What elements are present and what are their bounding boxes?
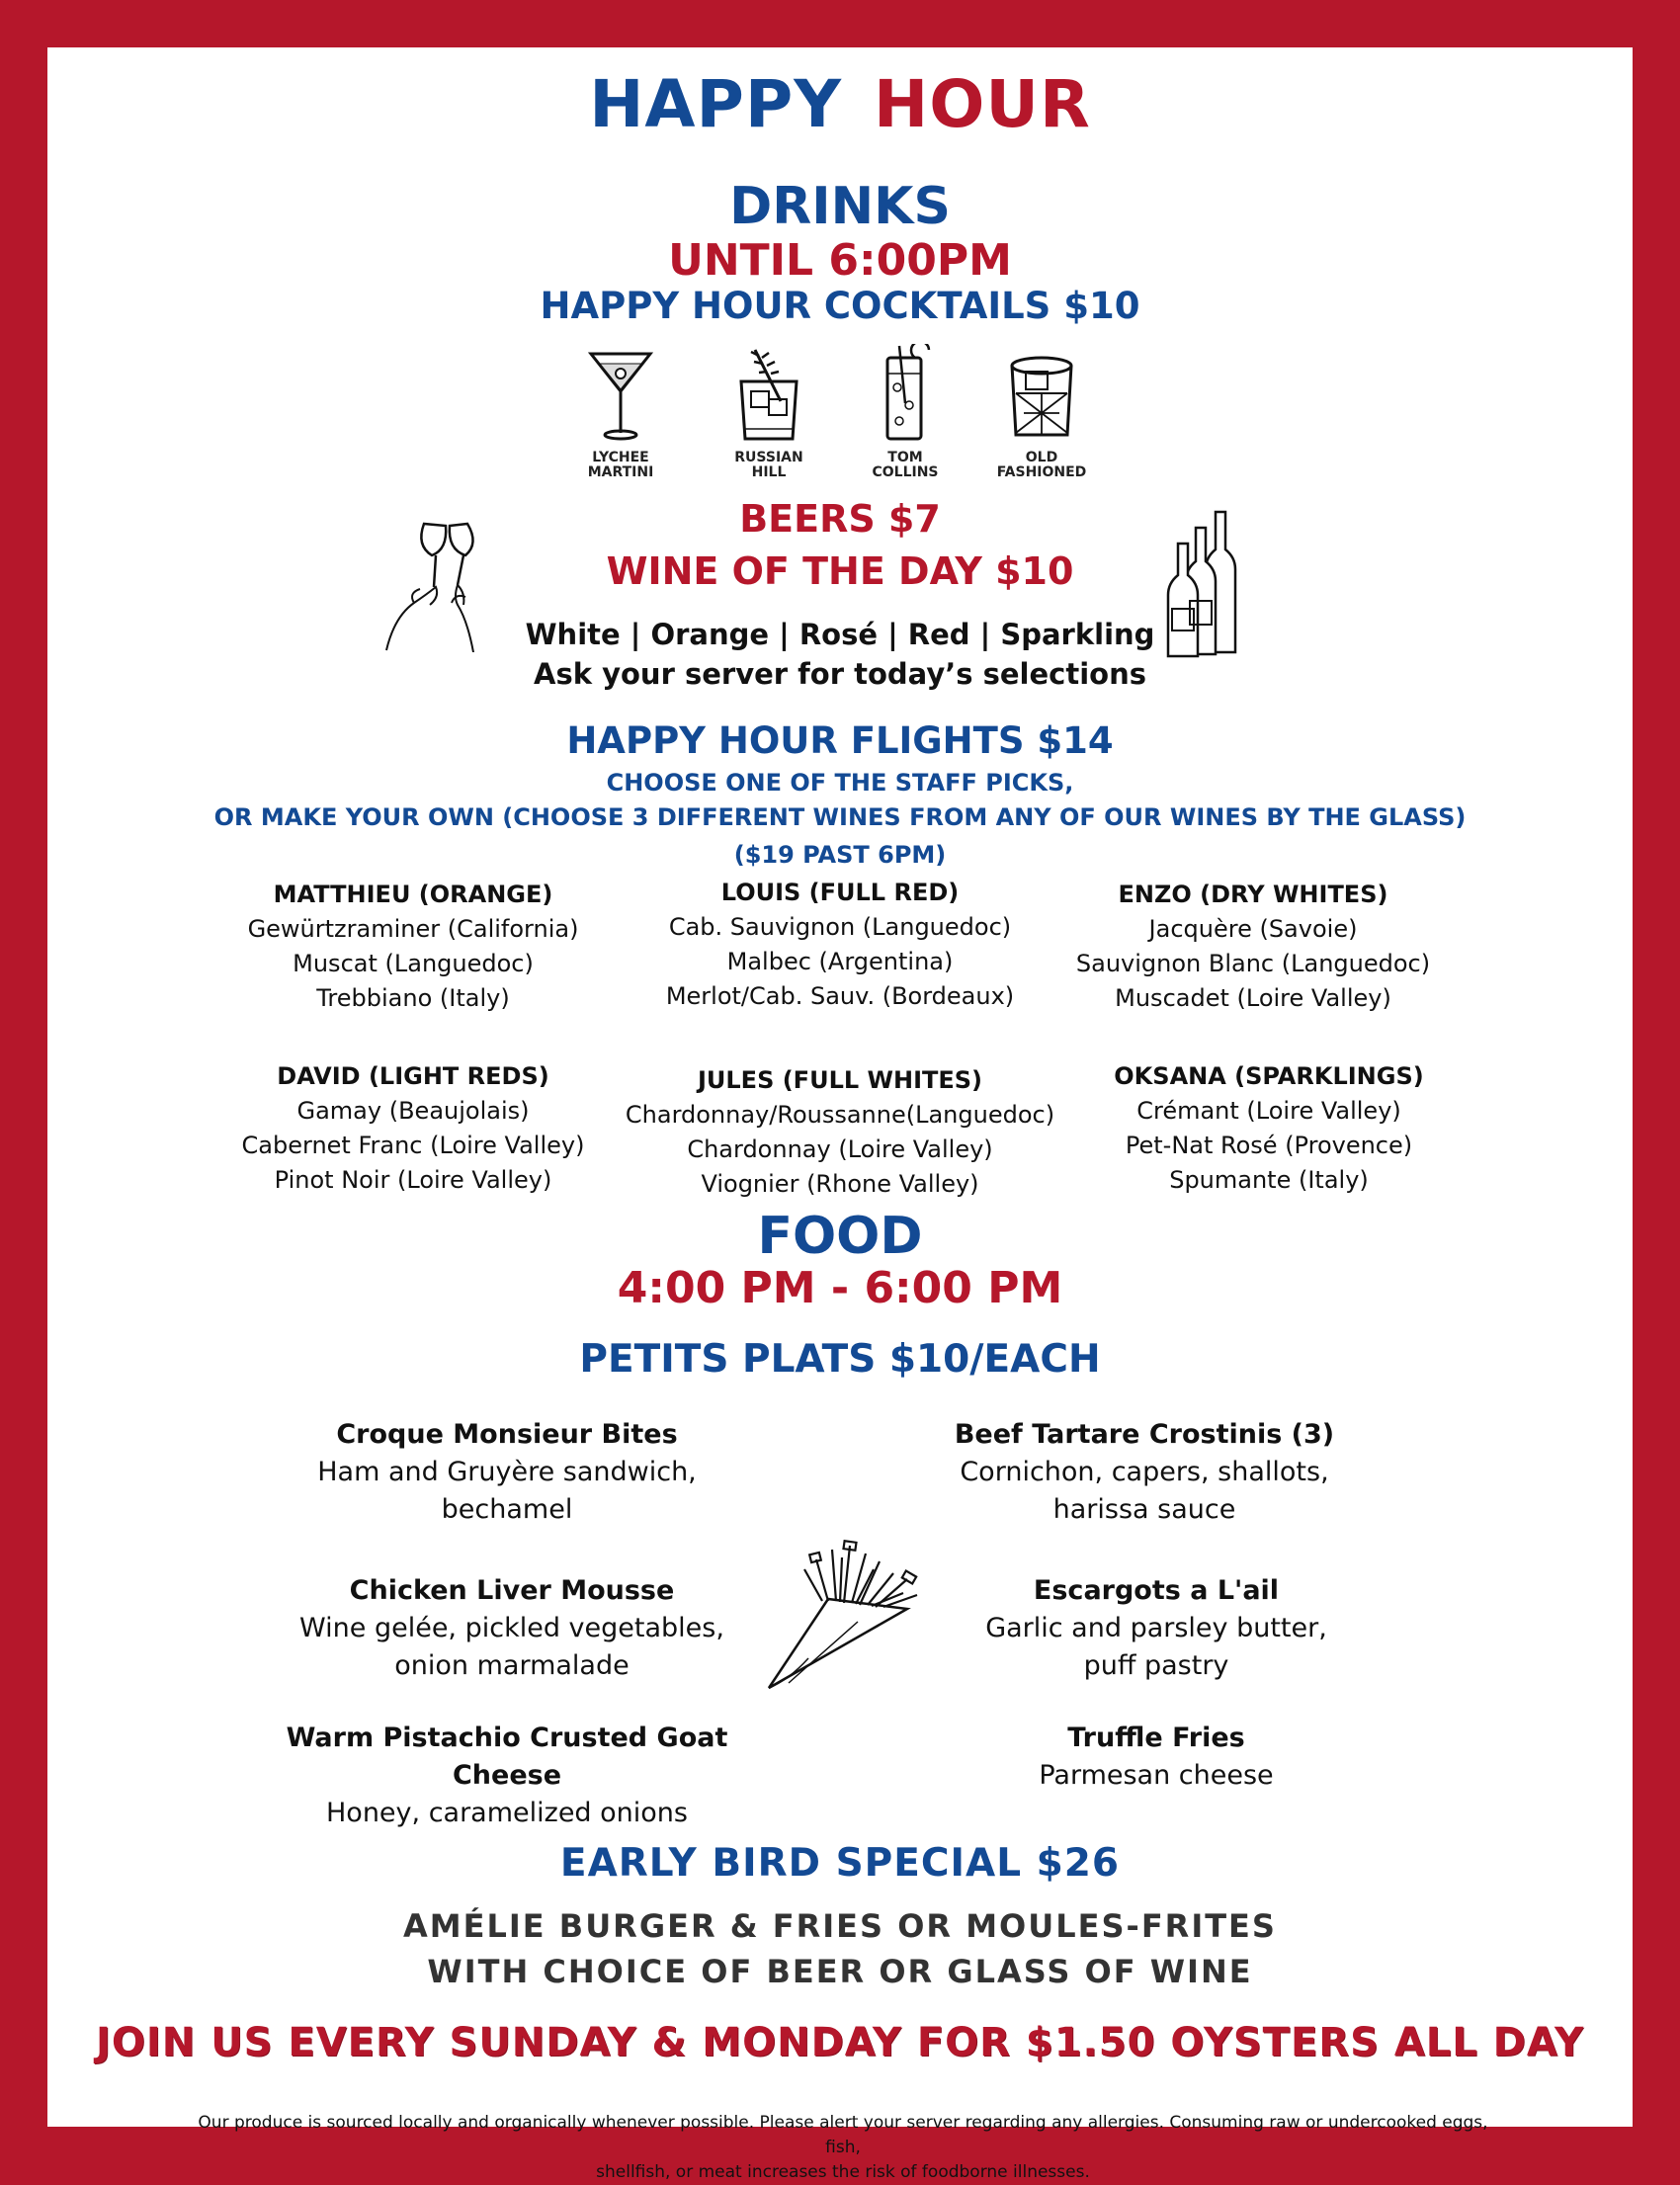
- happy-hour-title: [47, 65, 1633, 143]
- rocks-glass-rosemary-icon: [729, 344, 808, 443]
- pick-david: DAVID (LIGHT REDS) Gamay (Beaujolais) Cabernet Franc (Loire Valley) Pinot Noir (Loire Valley): [241, 1062, 585, 1194]
- cocktails-heading: HAPPY HOUR COCKTAILS $10: [540, 285, 1140, 327]
- flights-line3: ($19 PAST 6PM): [733, 841, 947, 869]
- flights-heading: HAPPY HOUR FLIGHTS $14: [566, 719, 1114, 762]
- pick-louis: LOUIS (FULL RED) Cab. Sauvignon (Languedoc) Malbec (Argentina) Merlot/Cab. Sauv. (Bordeaux): [665, 879, 1015, 1010]
- crystal-rocks-glass-icon: [1004, 344, 1079, 443]
- title-hour: HOUR: [874, 66, 1091, 142]
- ask-server-note: Ask your server for today’s selections: [534, 657, 1146, 691]
- early-bird-line1: AMÉLIE BURGER & FRIES OR MOULES-FRITES: [403, 1907, 1277, 1945]
- collins-glass-icon: [876, 344, 935, 443]
- flights-line1: CHOOSE ONE OF THE STAFF PICKS,: [606, 769, 1074, 797]
- food-heading: FOOD: [757, 1207, 923, 1266]
- martini-glass-icon: [586, 344, 655, 443]
- dish-escargots: Escargots a L'ail Garlic and parsley butter, puff pastry: [985, 1575, 1327, 1681]
- dish-goat-cheese: Warm Pistachio Crusted Goat Cheese Honey, caramelized onions: [286, 1723, 728, 1828]
- pick-matthieu: MATTHIEU (ORANGE) Gewürtzraminer (California) Muscat (Languedoc) Trebbiano (Italy): [247, 881, 579, 1012]
- dish-chicken-liver-mousse: Chicken Liver Mousse Wine gelée, pickled vegetables, onion marmalade: [299, 1575, 724, 1681]
- oysters-promo: JOIN US EVERY SUNDAY & MONDAY FOR $1.50 OYSTERS ALL DAY: [96, 2020, 1584, 2065]
- title-happy: HAPPY: [589, 66, 843, 142]
- menu-sheet: [47, 47, 1633, 2182]
- early-bird-heading: EARLY BIRD SPECIAL $26: [559, 1841, 1121, 1886]
- fries-cone-icon: [759, 1540, 942, 1703]
- pick-oksana: OKSANA (SPARKLINGS) Crémant (Loire Valley) Pet-Nat Rosé (Provence) Spumante (Italy): [1114, 1062, 1424, 1194]
- until-time: UNTIL 6:00PM: [668, 235, 1012, 286]
- drinks-heading: DRINKS: [729, 177, 951, 236]
- dish-croque-monsieur: Croque Monsieur Bites Ham and Gruyère sandwich, bechamel: [317, 1419, 697, 1525]
- cocktail-tom-collins: TOM COLLINS: [836, 344, 974, 480]
- dish-beef-tartare: Beef Tartare Crostinis (3) Cornichon, capers, shallots, harissa sauce: [954, 1419, 1335, 1525]
- flights-line2: OR MAKE YOUR OWN (CHOOSE 3 DIFFERENT WINES FROM ANY OF OUR WINES BY THE GLASS): [213, 803, 1467, 831]
- dish-truffle-fries: Truffle Fries Parmesan cheese: [1039, 1723, 1274, 1791]
- cocktail-russian-hill: RUSSIAN HILL: [700, 344, 838, 480]
- cocktail-lychee-martini: LYCHEE MARTINI: [551, 344, 690, 480]
- wine-bottles-icon: [1164, 510, 1253, 658]
- pick-enzo: ENZO (DRY WHITES) Jacquère (Savoie) Sauvignon Blanc (Languedoc) Muscadet (Loire Valley): [1075, 881, 1431, 1012]
- petits-plats-heading: PETITS PLATS $10/EACH: [579, 1337, 1101, 1382]
- wine-types: White | Orange | Rosé | Red | Sparkling: [525, 618, 1155, 651]
- food-time: 4:00 PM - 6:00 PM: [617, 1263, 1063, 1313]
- toasting-glasses-icon: [378, 504, 527, 652]
- pick-jules: JULES (FULL WHITES) Chardonnay/Roussanne(Languedoc) Chardonnay (Loire Valley) Viognier (Rhone Valley): [625, 1066, 1055, 1198]
- early-bird-line2: WITH CHOICE OF BEER OR GLASS OF WINE: [427, 1953, 1253, 1990]
- beers-heading: BEERS $7: [739, 497, 941, 541]
- wine-of-the-day-heading: WINE OF THE DAY $10: [606, 549, 1074, 593]
- disclaimer: Our produce is sourced locally and organically whenever possible. Please alert your server regarding any allergies. Consuming raw or undercooked eggs, fish, shellfish, or meat increases the risk of foodborne illnesses.: [198, 2113, 1488, 2182]
- cocktail-old-fashioned: OLD FASHIONED: [972, 344, 1111, 480]
